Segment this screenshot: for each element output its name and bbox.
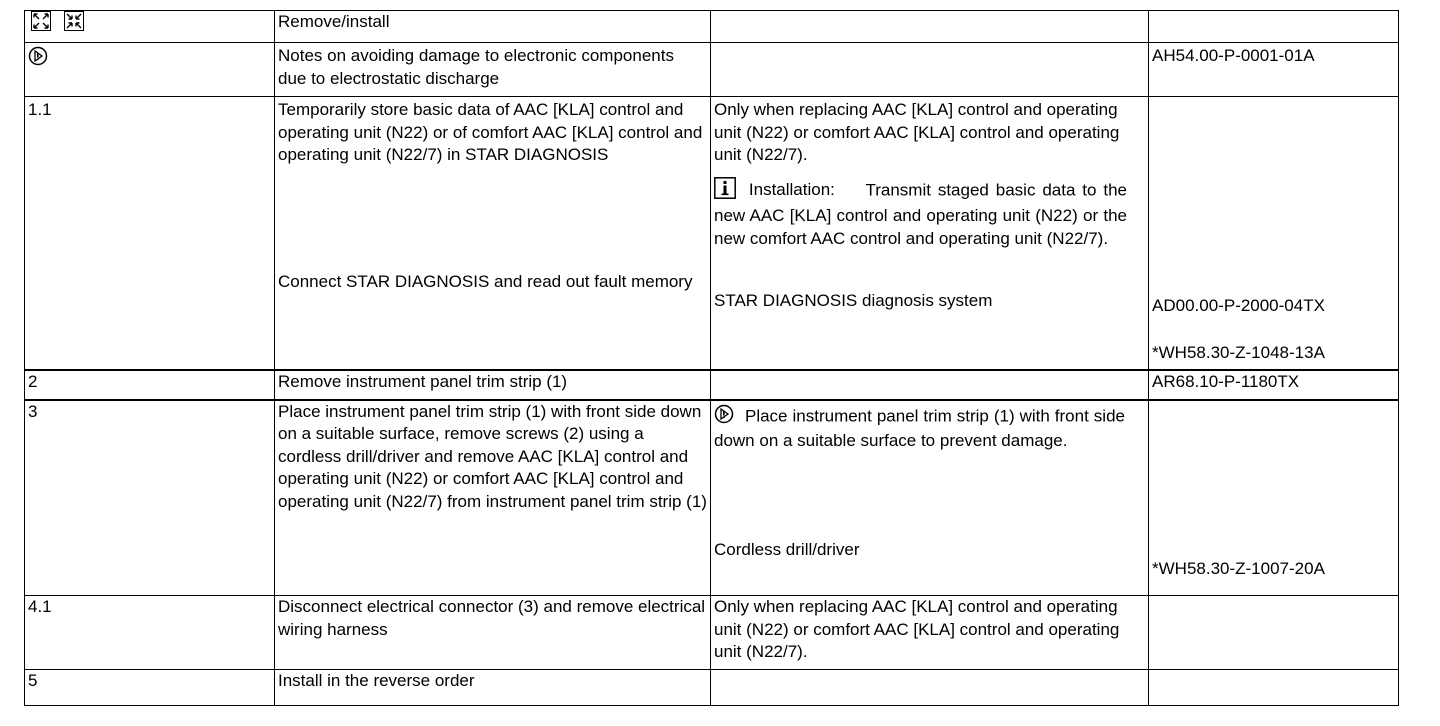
note-cell	[711, 11, 1149, 43]
action-text: Disconnect electrical connector (3) and remove electrical wiring harness	[278, 597, 706, 639]
step-number: 5	[28, 671, 38, 690]
action-text: Temporarily store basic data of AAC [KLA] control and operating unit (N22) or of comfort AAC [KLA] control and operating unit (N22/7) in STAR DIAGNOSIS	[278, 100, 703, 164]
action-text: Notes on avoiding damage to electronic components due to electrostatic discharge	[278, 46, 674, 88]
note-cell	[711, 670, 1149, 706]
reference-link[interactable]: *WH58.30-Z-1048-13A	[1152, 342, 1325, 362]
note-text-3: STAR DIAGNOSIS diagnosis system	[714, 291, 993, 310]
step-cell	[25, 596, 275, 670]
ref-cell	[1149, 43, 1399, 97]
ref-cell	[1149, 670, 1399, 706]
table-row	[25, 11, 1399, 43]
step-number: 1.1	[28, 100, 52, 119]
table-row	[25, 670, 1399, 706]
action-cell	[275, 596, 711, 670]
header-title: Remove/install	[275, 11, 711, 43]
table-row	[25, 400, 1399, 596]
step-number: 3	[28, 401, 38, 421]
action-text: Remove instrument panel trim strip (1)	[278, 371, 568, 391]
step-number: 2	[28, 371, 38, 391]
ref-cell	[1149, 97, 1399, 370]
note-text: Only when replacing AAC [KLA] control and operating unit (N22) or comfort AAC [KLA] control and operating unit (N22/7).	[714, 100, 1120, 164]
table-row	[25, 596, 1399, 670]
action-cell	[275, 370, 711, 400]
table-row	[25, 43, 1399, 97]
step-cell	[25, 11, 275, 43]
step-cell	[25, 97, 275, 370]
step-cell	[25, 400, 275, 596]
procedure-table	[24, 10, 1399, 706]
table-row	[25, 370, 1399, 400]
ref-cell	[1149, 370, 1399, 400]
info-icon	[714, 177, 736, 206]
action-cell	[275, 670, 711, 706]
note-text-2: Cordless drill/driver	[714, 539, 860, 559]
reference-link[interactable]: AD00.00-P-2000-04TX	[1152, 296, 1325, 315]
step-cell	[25, 43, 275, 97]
note-cell	[711, 370, 1149, 400]
remove-icon	[31, 11, 51, 38]
ref-cell	[1149, 400, 1399, 596]
note-text: Only when replacing AAC [KLA] control and operating unit (N22) or comfort AAC [KLA] control and operating unit (N22/7).	[714, 597, 1120, 661]
action-text: Install in the reverse order	[278, 671, 475, 690]
action-text-2: Connect STAR DIAGNOSIS and read out fault memory	[278, 271, 693, 291]
action-cell	[275, 43, 711, 97]
note-text: Place instrument panel trim strip (1) with front side down on a suitable surface to prevent damage.	[714, 406, 1125, 450]
info-label: Installation:	[748, 180, 835, 200]
note-cell	[711, 43, 1149, 97]
ref-cell	[1149, 11, 1399, 43]
reference-link[interactable]: AR68.10-P-1180TX	[1152, 371, 1300, 391]
step-number: 4.1	[28, 597, 52, 616]
caution-icon	[714, 404, 734, 431]
note-cell	[711, 97, 1149, 370]
note-cell	[711, 596, 1149, 670]
table-row	[25, 97, 1399, 370]
ref-cell	[1149, 596, 1399, 670]
note-cell	[711, 400, 1149, 596]
step-cell	[25, 670, 275, 706]
action-text: Place instrument panel trim strip (1) with front side down on a suitable surface, remove screws (2) using a cordless drill/driver and remove AAC [KLA] control and operating unit (N22) or comfort AAC [KLA] control and operating unit (N22/7) from instrument panel trim strip (1)	[278, 401, 707, 511]
install-icon	[64, 11, 84, 38]
reference-link[interactable]: AH54.00-P-0001-01A	[1152, 46, 1315, 65]
caution-icon	[28, 46, 48, 73]
reference-link[interactable]: *WH58.30-Z-1007-20A	[1152, 558, 1325, 578]
action-cell	[275, 97, 711, 370]
info-text: Transmit staged basic data to the new AAC [KLA] control and operating unit (N22) or the new comfort AAC control and operating unit (N22/7).	[714, 180, 1127, 248]
action-cell	[275, 400, 711, 596]
step-cell	[25, 370, 275, 400]
